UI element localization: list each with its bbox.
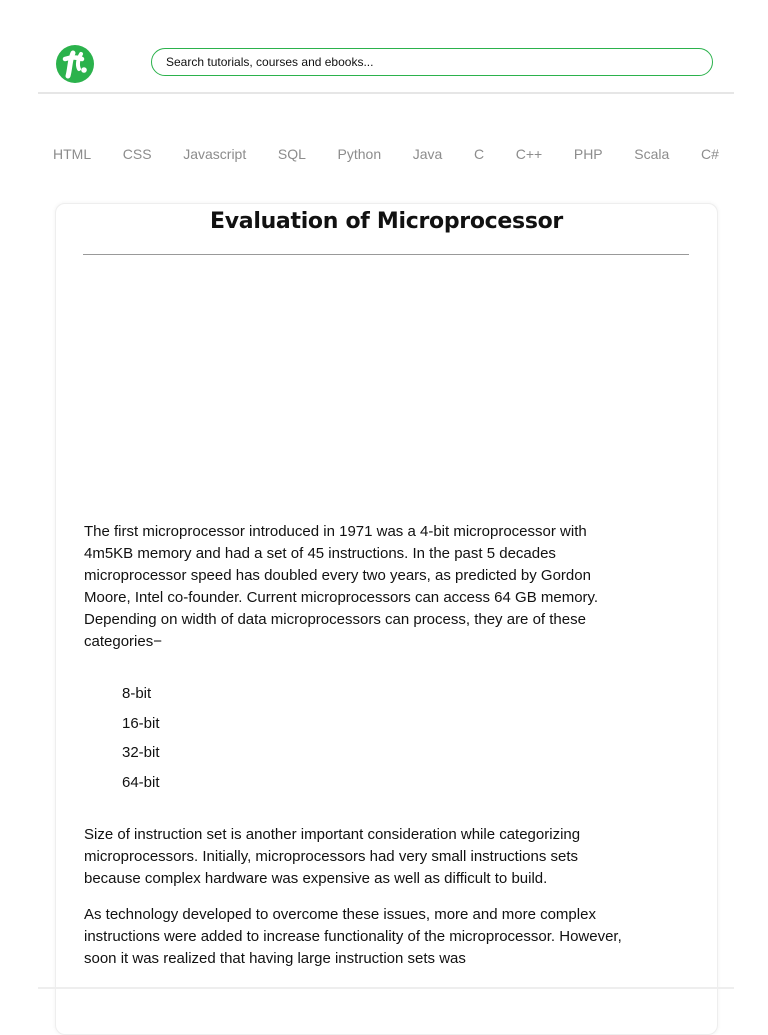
article-content — [84, 521, 624, 970]
language-nav — [38, 140, 734, 170]
nav-item-html[interactable]: HTML — [53, 146, 92, 162]
list-item: 16-bit — [122, 714, 160, 732]
nav-item-cpp[interactable]: C++ — [515, 146, 543, 162]
paragraph-instruction-set: Size of instruction set is another important consideration while categorizing microprocessors. Initially, microprocessors had very small instructions sets because complex hardware was expensive as well as difficult to build. — [84, 826, 581, 887]
paragraph-technology: As technology developed to overcome these issues, more and more complex instructions were added to increase functionality of the microprocessor. However, soon it was realized that having large instruction sets was — [84, 906, 622, 967]
list-item: 64-bit — [122, 773, 160, 791]
category-list — [84, 683, 624, 801]
paragraph-intro: The first microprocessor introduced in 1971 was a 4-bit microprocessor with 4m5KB memory and had a set of 45 instructions. In the past 5 decades microprocessor speed has doubled every two years, as predicted by Gordon Moore, Intel co-founder. Current microprocessors can access 64 GB memory. Depending on width of data microprocessors can process, they are of these categories− — [84, 523, 599, 650]
nav-item-c[interactable]: C — [473, 146, 485, 162]
tutorialspoint-logo-icon[interactable] — [56, 45, 94, 83]
site-header — [38, 34, 734, 94]
nav-item-php[interactable]: PHP — [573, 146, 603, 162]
nav-item-css[interactable]: CSS — [122, 146, 152, 162]
list-item: 32-bit — [122, 744, 160, 761]
search-input[interactable] — [151, 48, 713, 76]
footer-divider — [38, 987, 734, 989]
nav-item-sql[interactable]: SQL — [277, 146, 306, 162]
page-title: Evaluation of Microprocessor — [210, 209, 563, 234]
nav-item-python[interactable]: Python — [337, 146, 382, 162]
article-card — [55, 203, 718, 1035]
nav-item-javascript[interactable]: Javascript — [183, 146, 247, 162]
nav-item-scala[interactable]: Scala — [634, 146, 670, 162]
nav-item-csharp[interactable]: C# — [700, 146, 719, 162]
nav-item-java[interactable]: Java — [412, 146, 443, 162]
title-divider — [83, 254, 689, 255]
list-item: 8-bit — [122, 685, 152, 702]
